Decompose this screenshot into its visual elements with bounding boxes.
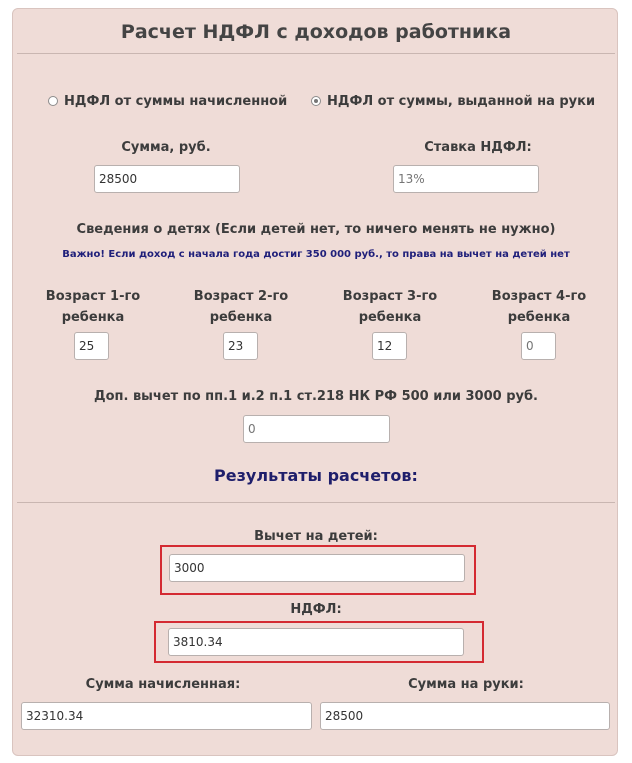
calculator-panel	[12, 8, 618, 756]
sum-label: Сумма, руб.	[121, 140, 211, 155]
child-2-label-line2: ребенка	[209, 310, 273, 325]
radio-button-accrued-icon[interactable]	[48, 96, 58, 106]
accrued-label: Сумма начисленная:	[85, 677, 241, 692]
child-2-label	[181, 286, 301, 328]
extra-deduction-label: Доп. вычет по пп.1 и.2 п.1 ст.218 НК РФ 500 или 3000 руб.	[93, 389, 538, 404]
sum-input[interactable]	[94, 165, 240, 193]
radio-option-accrued[interactable]	[48, 94, 287, 109]
rate-input[interactable]	[393, 165, 539, 193]
accrued-output[interactable]	[21, 702, 312, 730]
child-2-age-input[interactable]	[223, 332, 258, 360]
child-1-age-input[interactable]	[74, 332, 109, 360]
child-1-label-line2: ребенка	[61, 310, 125, 325]
children-note: Важно! Если доход с начала года достиг 350 000 руб., то права на вычет на детей нет	[62, 249, 570, 260]
results-heading: Результаты расчетов:	[214, 466, 418, 485]
child-3-label-line1: Возраст 3-го	[342, 289, 438, 304]
deduction-output[interactable]	[169, 554, 465, 582]
child-4-age-input[interactable]	[521, 332, 556, 360]
net-output[interactable]	[320, 702, 610, 730]
child-4-label	[479, 286, 599, 328]
radio-option-net[interactable]	[311, 94, 595, 109]
net-label: Сумма на руки:	[408, 677, 524, 692]
title-divider	[17, 53, 615, 54]
extra-deduction-input[interactable]	[243, 415, 390, 443]
child-3-label	[330, 286, 450, 328]
results-divider	[17, 502, 615, 503]
ndfl-label: НДФЛ:	[290, 602, 342, 617]
child-4-label-line1: Возраст 4-го	[491, 289, 587, 304]
child-1-label	[33, 286, 153, 328]
radio-button-net-icon[interactable]	[311, 96, 321, 106]
radio-label-net: НДФЛ от суммы, выданной на руки	[327, 94, 596, 109]
child-2-label-line1: Возраст 2-го	[193, 289, 289, 304]
rate-label: Ставка НДФЛ:	[424, 140, 532, 155]
ndfl-output[interactable]	[168, 628, 464, 656]
child-4-label-line2: ребенка	[507, 310, 571, 325]
children-heading: Сведения о детях (Если детей нет, то ничего менять не нужно)	[76, 222, 556, 237]
child-3-age-input[interactable]	[372, 332, 407, 360]
child-1-label-line1: Возраст 1-го	[45, 289, 141, 304]
page-title: Расчет НДФЛ с доходов работника	[120, 21, 512, 43]
child-3-label-line2: ребенка	[358, 310, 422, 325]
deduction-label: Вычет на детей:	[254, 529, 378, 544]
radio-label-accrued: НДФЛ от суммы начисленной	[64, 94, 288, 109]
